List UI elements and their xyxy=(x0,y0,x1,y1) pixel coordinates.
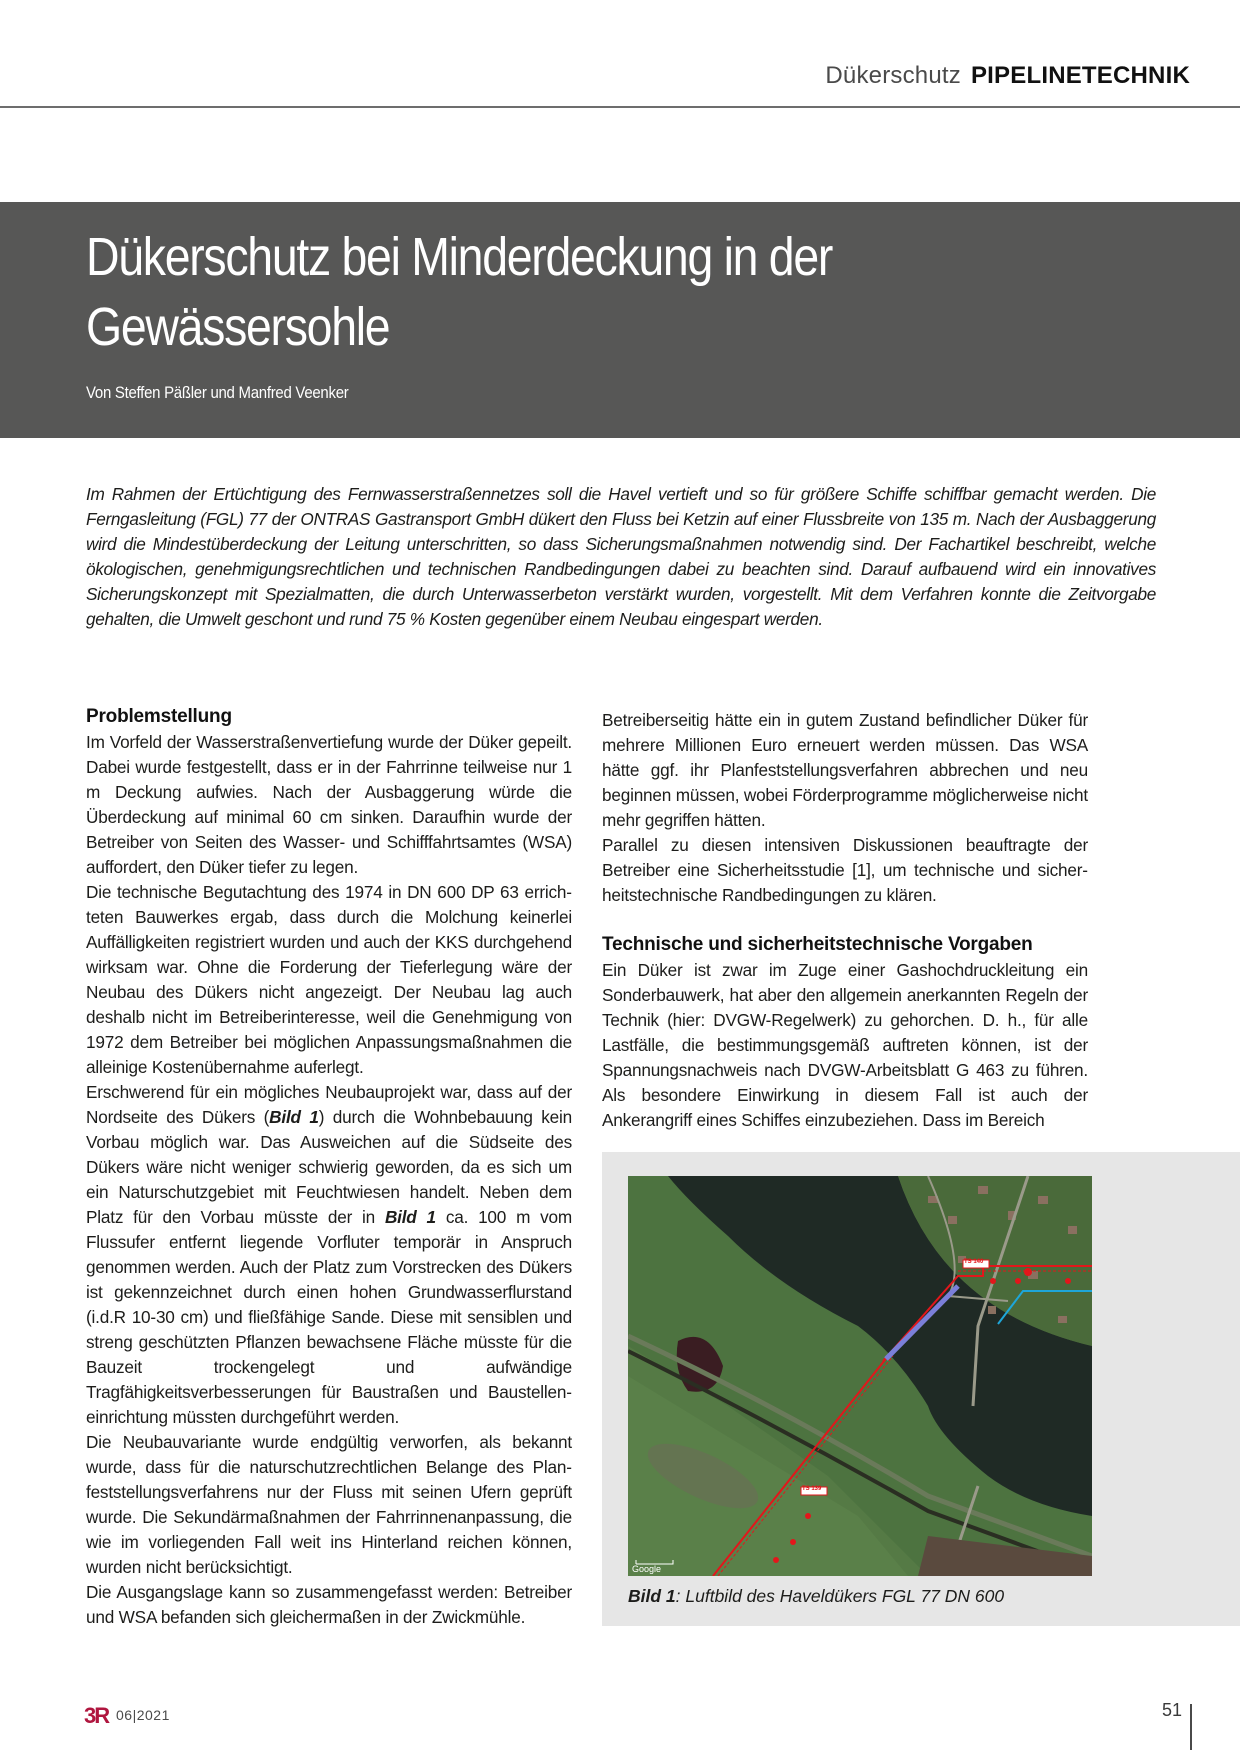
map-attribution: Google xyxy=(632,1564,662,1574)
left-column xyxy=(86,704,572,1630)
figure-label: Bild 1 xyxy=(628,1586,676,1606)
page-rule xyxy=(1190,1704,1192,1750)
heading-problemstellung: Problemstellung xyxy=(86,706,232,727)
paragraph: Die technische Begutachtung des 1974 in DN 600 DP 63 errichteten Bauwerkes ergab, dass durch die Molchung keinerlei Auffälligkeiten registriert wurden und auch der KKS durchgehend wirksam war. Ohne die Forderung der Tieferlegung wäre der Neubau des Dükers nicht angezeigt. Der Neubau lag auch deshalb nicht im Betreiberinteresse, weil die Genehmigung von 1972 dem Betreiber bei möglichen Anpassungsmaßnahmen die alleinige Kostenübernahme auferlegt. xyxy=(86,882,572,1077)
article-title xyxy=(86,222,1015,362)
caption-text: : Luftbild des Haveldükers FGL 77 DN 600 xyxy=(675,1586,1005,1606)
paragraph: Die Ausgangslage kann so zusammengefasst werden: Betreiber und WSA befanden sich gleichermaßen in der Zwickmühle. xyxy=(86,1582,572,1627)
station-label-north: TS 140 xyxy=(964,1259,984,1265)
issue-number: 06|2021 xyxy=(116,1707,170,1723)
rubric-label: PIPELINETECHNIK xyxy=(970,62,1190,89)
paragraph: Betreiberseitig hätte ein in gutem Zustand befindlicher Düker für mehrere Millionen Euro erneuert werden müssen. Das WSA hätte ggf. ihr Planfeststellungsverfahren abbrechen und neu beginnen müssen, wobei Förderprogramme möglicherweise nicht mehr gegriffen hätten. xyxy=(602,710,1088,830)
page-number: 51 xyxy=(1162,1700,1183,1720)
aerial-photo xyxy=(628,1176,1092,1576)
paragraph: Parallel zu diesen intensiven Diskussionen beauftragte der Betreiber eine Sicherheitsstudie [1], um technische und sicherheitstechnische Randbedingungen zu klären. xyxy=(602,835,1088,905)
paragraph: Die Neubauvariante wurde endgültig verworfen, als bekannt wurde, dass für die naturschutzrechtlichen Belange des Planfeststellungsverfahrens nur der Fluss mit seinen Ufern geprüft wurde. Die Sekundärmaßnahmen der Fahrrinnenanpassung, die wie im vorliegenden Fall weit ins Hinterland reichen können, wurden nicht berücksichtigt. xyxy=(86,1432,572,1577)
heading-technische-vorgaben: Technische und sicherheitstechnische Vorgaben xyxy=(602,934,1033,955)
header-rule xyxy=(0,106,1240,108)
paragraph: Ein Düker ist zwar im Zuge einer Gashochdruckleitung ein Sonderbauwerk, hat aber den allgemein anerkannten Regeln der Technik (hier: DVGW-Regelwerk) zu gehorchen. D. h., für alle Lastfälle, die bestimmungsgemäß auftreten können, ist der Spannungsnachweis nach DVGW-Arbeitsblatt G 463 zu führen. Als besondere Einwirkung in diesem Fall ist auch der Ankerangriff eines Schiffes einzubeziehen. Dass im Bereich xyxy=(602,960,1088,1130)
title-line-1: Dükerschutz bei Minderdeckung in der xyxy=(86,227,833,287)
figure-1 xyxy=(602,1152,1240,1626)
right-column xyxy=(602,708,1088,1133)
title-line-2: Gewässersohle xyxy=(86,297,390,357)
paragraph: Im Vorfeld der Wasserstraßenvertiefung wurde der Düker gepeilt. Dabei wurde festgestellt, dass er in der Fahrrinne teilweise nur 1 m Deckung aufwies. Nach der Ausbaggerung würde die Überdeckung auf minimal 60 cm sinken. Daraufhin wurde der Betreiber von Seiten des Wasser- und Schifffahrtsamtes (WSA) auffordert, den Düker tiefer zu legen. xyxy=(86,732,572,877)
figure-reference[interactable]: Bild 1 xyxy=(384,1207,436,1227)
paragraph: Erschwerend für ein mögliches Neubauprojekt war, dass auf der Nordseite des Dükers (Bild 1) durch die Wohnbebauung kein Vorbau möglich war. Das Ausweichen auf die Südseite des Dükers wäre nicht weniger schwierig geworden, da es sich um ein Naturschutzgebiet mit Feuchtwiesen handelt. Neben dem Platz für den Vorbau müsste der in Bild 1 ca. 100 m vom Flussufer entfernt liegende Vorfluter temporär in Anspruch genommen werden. Auch der Platz zum Vorstrecken des Dükers ist gekennzeichnet durch einen hohen Grundwasserflurstand (i.d.R 10-30 cm) und fließfähige Sande. Diese mit sensiblen und streng geschützten Pflanzen bewachsene Fläche müsste für die Bauzeit trockengelegt und aufwändige Tragfähigkeitsverbesserungen für Baustraßen und Baustelleneinrichtung müssten durchgeführt werden. xyxy=(86,1082,572,1427)
figure-caption xyxy=(628,1586,1004,1607)
aerial-map-graphic xyxy=(628,1176,1092,1576)
figure-reference[interactable]: Bild 1 xyxy=(269,1107,319,1127)
byline: Von Steffen Päßler und Manfred Veenker xyxy=(86,383,349,402)
running-header xyxy=(825,62,1190,90)
section-label: Dükerschutz xyxy=(825,62,961,89)
station-label-south: TS 139 xyxy=(802,1486,822,1492)
abstract: Im Rahmen der Ertüchtigung des Fernwasserstraßennetzes soll die Havel vertieft und so für größere Schiffe schiffbar gemacht werden. Die Ferngasleitung (FGL) 77 der ONTRAS Gastransport GmbH dükert den Fluss bei Ketzin auf einer Flussbreite von 135 m. Nach der Ausbaggerung wird die Mindestüberdeckung der Leitung unterschritten, so dass Sicherungsmaßnahmen notwendig sind. Der Fachartikel beschreibt, welche ökologischen, genehmigungsrechtlichen und technischen Randbedingungen dabei zu beachten sind. Darauf aufbauend wird ein innovatives Sicherungskonzept mit Spezialmatten, die durch Unterwasserbeton verstärkt wurden, vorgestellt. Mit dem Verfahren konnte die Zeitvorgabe gehalten, die Umwelt geschont und rund 75 % Kosten gegenüber einem Neubau eingespart werden. xyxy=(86,484,1156,629)
journal-logo: 3R xyxy=(84,1703,109,1728)
